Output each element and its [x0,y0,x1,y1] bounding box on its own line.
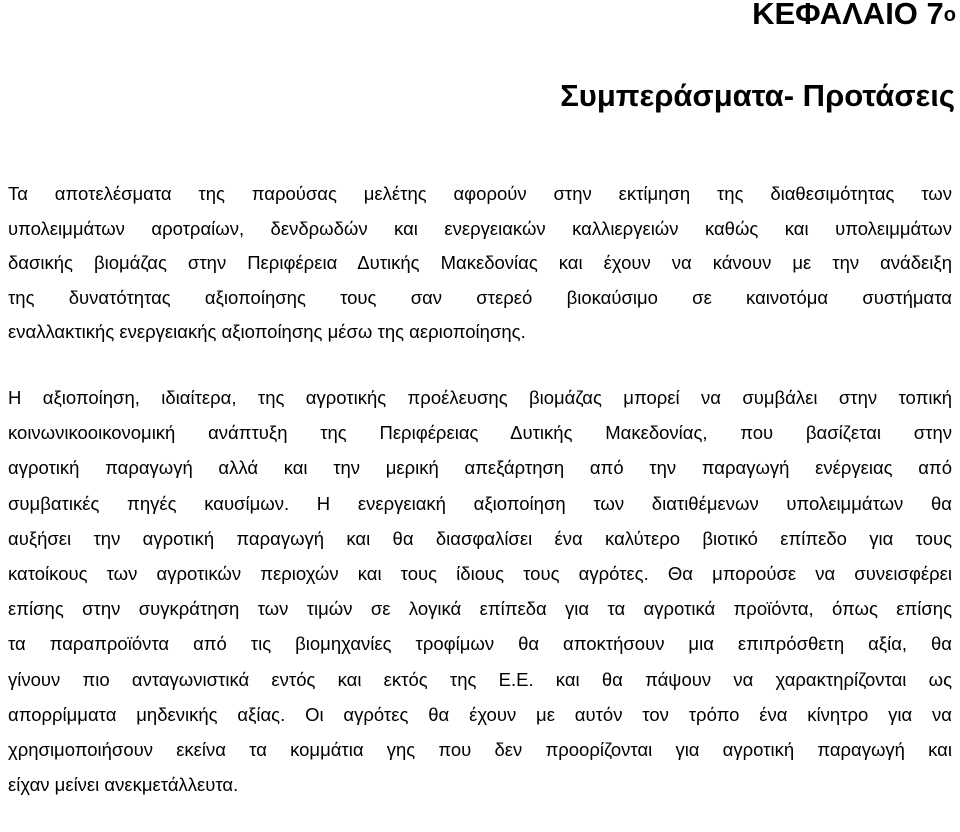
paragraph-line: χρησιμοποιήσουν εκείνα τα κομμάτια γης που δεν προορίζονται για αγροτική παραγωγή και [8,739,952,761]
paragraph-line: απορρίμματα μηδενικής αξίας. Οι αγρότες θα έχουν με αυτόν τον τρόπο ένα κίνητρο για να [8,703,952,725]
paragraph-line: γίνουν πιο ανταγωνιστικά εντός και εκτός της Ε.Ε. και θα πάψουν να χαρακτηρίζονται ως [8,668,952,690]
section-title: Συμπεράσματα- Προτάσεις [560,78,955,113]
paragraph-line: επίσης στην συγκράτηση των τιμών σε λογικά επίπεδα για τα αγροτικά προϊόντα, όπως επίσης [8,598,952,620]
paragraph-line: δασικής βιομάζας στην Περιφέρεια Δυτικής Μακεδονίας και έχουν να κάνουν με την ανάδειξη [8,252,952,273]
chapter-label: ΚΕΦΑΛΑΙΟ 7 [752,0,944,31]
chapter-heading [752,0,956,38]
paragraph-line: συμβατικές πηγές καυσίμων. Η ενεργειακή αξιοποίηση των διατιθέμενων υπολειμμάτων θα [8,492,952,514]
paragraph-line: αυξήσει την αγροτική παραγωγή και θα διασφαλίσει ένα καλύτερο βιοτικό επίπεδο για τους [8,527,952,549]
paragraph-line: είχαν μείνει ανεκμετάλλευτα. [8,774,239,796]
paragraph-line: κατοίκους των αγροτικών περιοχών και τους ίδιους τους αγρότες. Θα μπορούσε να συνεισφέρει [8,563,952,585]
paragraph-line: τα παραπροϊόντα από τις βιομηχανίες τροφίμων θα αποκτήσουν μια επιπρόσθετη αξία, θα [8,633,952,655]
paragraph-line: αγροτική παραγωγή αλλά και την μερική απεξάρτηση από την παραγωγή ενέργειας από [8,457,952,479]
paragraph-1 [8,177,952,350]
paragraph-line: εναλλακτικής ενεργειακής αξιοποίησης μέσω της αεριοποίησης. [8,321,526,342]
chapter-ordinal-superscript: ο [943,4,956,26]
paragraph-line: κοινωνικοοικονομική ανάπτυξη της Περιφέρειας Δυτικής Μακεδονίας, που βασίζεται στην [8,422,952,444]
paragraph-line: της δυνατότητας αξιοποίησης τους σαν στερεό βιοκαύσιμο σε καινοτόμα συστήματα [8,286,952,308]
paragraph-2 [8,380,952,802]
paragraph-line: Τα αποτελέσματα της παρούσας μελέτης αφορούν στην εκτίμηση της διαθεσιμότητας των [8,183,952,204]
paragraph-line: Η αξιοποίηση, ιδιαίτερα, της αγροτικής προέλευσης βιομάζας μπορεί να συμβάλει στην τοπική [8,387,952,408]
paragraph-line: υπολειμμάτων αροτραίων, δενδρωδών και ενεργειακών καλλιεργειών καθώς και υπολειμμάτων [8,217,952,239]
